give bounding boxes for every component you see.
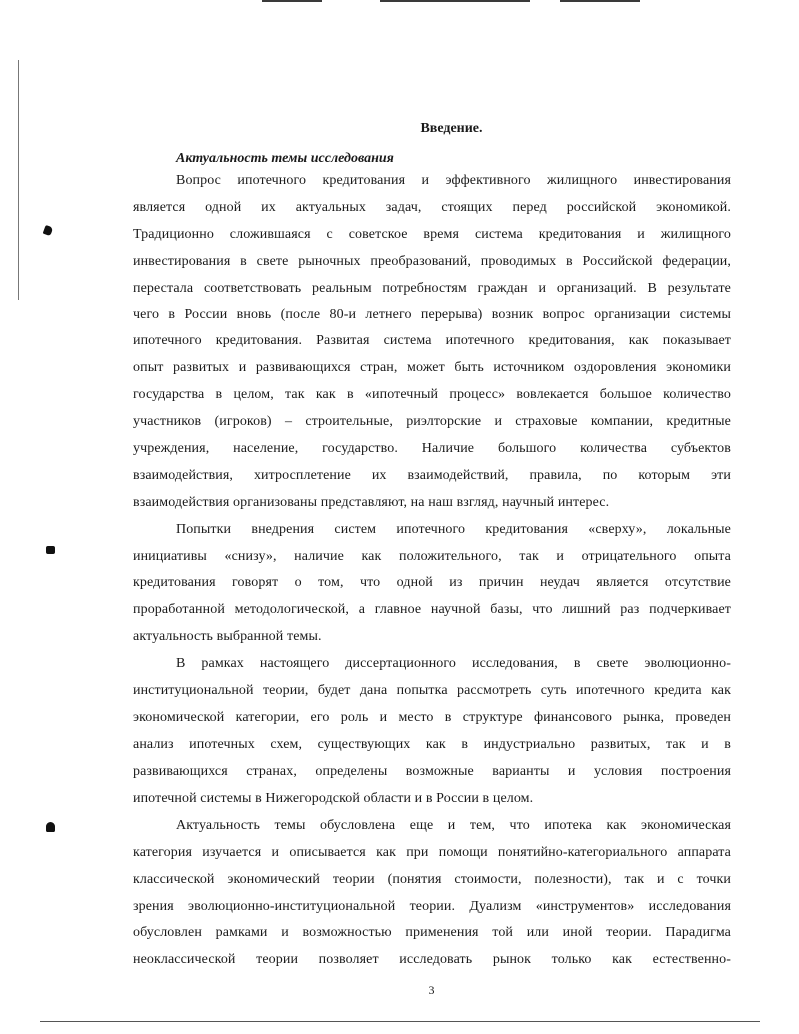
text-line: Актуальность темы обусловлена еще и тем, что ипотека как экономическая [176,818,731,833]
text-line: неоклассической теории позволяет исследовать рынок только как естественно- [133,952,731,967]
text-line: инициативы «снизу», наличие как положительного, так и отрицательного опыта [133,549,731,564]
text-line: категория изучается и описывается как при помощи понятийно-категориального аппарата [133,845,731,860]
text-line: опыт развитых и развивающихся стран, может быть источником оздоровления экономики [133,360,731,375]
text-line: Вопрос ипотечного кредитования и эффективного жилищного инвестирования [176,173,731,188]
text-line: анализ ипотечных схем, существующих как в индустриально развитых, так и в [133,737,731,752]
text-line: взаимодействия организованы представляют, на наш взгляд, научный интерес. [133,495,610,510]
scan-artifact-top-line [380,0,530,2]
scan-artifact-top-line [262,0,322,2]
text-line: проработанной методологической, а главное научной базы, что лишний раз подчеркивает [133,602,731,617]
section-subtitle: Актуальность темы исследования [176,151,394,166]
text-line: является одной их актуальных задач, стоящих перед российской экономикой. [133,200,731,215]
text-line: зрения эволюционно-институциональной теории. Дуализм «инструментов» исследования [133,899,731,914]
text-line: экономической категории, его роль и место в структуре финансового рынка, проведен [133,710,731,725]
scan-artifact-left-line [18,60,19,300]
text-line: развивающихся странах, определены возможные варианты и условия построения [133,764,731,779]
text-line: ипотечной системы в Нижегородской области и в России в целом. [133,791,534,806]
text-line: государства в целом, так как в «ипотечный процесс» вовлекается большое количество [133,387,731,402]
scan-artifact-bottom-line [40,1021,760,1022]
text-line: В рамках настоящего диссертационного исследования, в свете эволюционно- [176,656,731,671]
text-line: учреждения, население, государство. Наличие большого количества субъектов [133,441,731,456]
text-line: ипотечного кредитования. Развитая система ипотечного кредитования, как показывает [133,333,731,348]
text-line: взаимодействия, хитросплетение их взаимодействий, правила, по которым эти [133,468,731,483]
text-line: чего в России вновь (после 80-и летнего перерыва) возник вопрос организации системы [133,307,731,322]
scan-artifact-speck [46,822,55,832]
scan-artifact-top-line [560,0,640,2]
text-line: перестала соответствовать реальным потребностям граждан и организаций. В результате [133,281,731,296]
page-number: 3 [428,983,435,997]
text-line: участников (игроков) – строительные, риэлторские и страховые компании, кредитные [133,414,731,429]
scan-artifact-speck [43,225,54,236]
text-line: кредитования говорят о том, что одной из причин неудач является отсутствие [133,575,731,590]
text-line: актуальность выбранной темы. [133,629,322,644]
scan-artifact-speck [46,546,55,554]
text-line: инвестирования в свете рыночных преобразований, проводимых в Российской федерации, [133,254,731,269]
page-title: Введение. [420,121,483,136]
text-line: институциональной теории, будет дана попытка рассмотреть суть ипотечного кредита как [133,683,731,698]
text-line: обусловлен рамками и возможностью применения той или иной теории. Парадигма [133,925,731,940]
text-line: Попытки внедрения систем ипотечного кредитования «сверху», локальные [176,522,731,537]
text-line: классической экономический теории (понятия стоимости, полезности), так и с точки [133,872,731,887]
text-line: Традиционно сложившаяся с советское время система кредитования и жилищного [133,227,731,242]
